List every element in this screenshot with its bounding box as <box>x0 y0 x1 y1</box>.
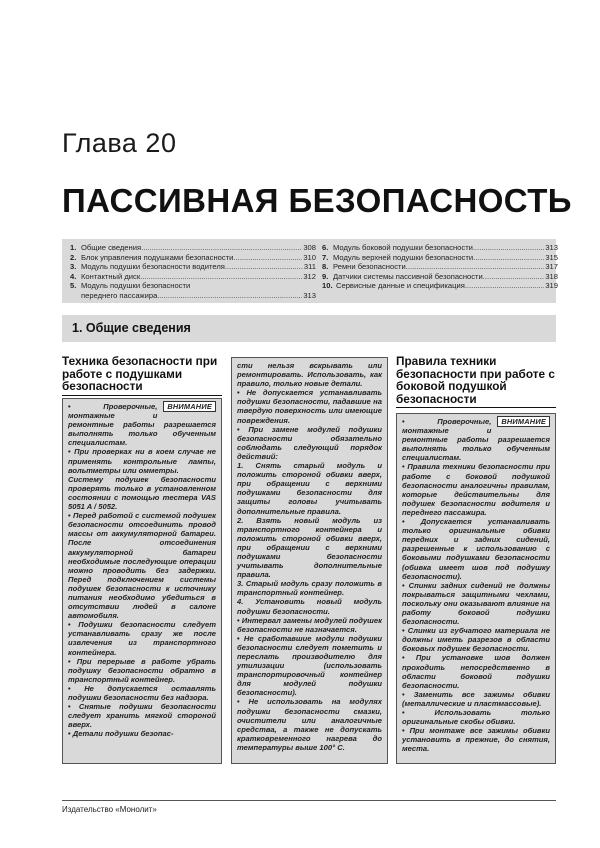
warning-paragraph: • Не использовать на модулях подушки безопасности смазки, очистители или аналогичные средства, а также не допускать кратковременного нагрева до температуры выше 100° С. <box>237 697 382 752</box>
publisher-name: Издательство «Монолит» <box>62 805 157 814</box>
warning-paragraph: • Интервал замены модулей подушек безопасности не назначается. <box>237 616 382 634</box>
toc-title: Модуль подушки безопасности водителя <box>81 262 225 272</box>
toc-number: 10. <box>322 281 333 291</box>
column-right <box>396 355 556 408</box>
warning-paragraph: • Допускается устанавливать только оригинальные обивки передних и задних сидений, разрешенные к использованию с боковыми подушками безопасности (обивка имеет шов под подушку безопасности). <box>402 517 550 581</box>
warning-paragraph: 4. Установить новый модуль подушки безопасности. <box>237 597 382 616</box>
table-of-contents <box>62 239 556 303</box>
toc-entry[interactable] <box>70 281 316 291</box>
toc-number: 2. <box>70 252 77 262</box>
toc-entry[interactable] <box>70 262 316 272</box>
warning-paragraph: сти нельзя вскрывать или ремонтировать. Использовать, как правило, только новые детали. <box>237 361 382 389</box>
toc-page: 318 <box>545 271 558 281</box>
warning-paragraph: • Использовать только оригинальные скобы обивки. <box>402 708 550 726</box>
toc-right-column <box>322 243 558 303</box>
toc-entry[interactable] <box>70 272 316 282</box>
warning-paragraph: • При замене модулей подушки безопасности обязательно соблюдать следующий порядок действий: <box>237 425 382 461</box>
warning-paragraph: • Спинки задних сидений не должны покрываться защитными чехлами, поскольку они оказывают влияние на работу боковой подушки безопасности. <box>402 581 550 626</box>
warning-paragraph: • Детали подушки безопас- <box>68 729 216 738</box>
toc-title: Датчики системы пассивной безопасности <box>333 271 483 281</box>
toc-number: 7. <box>322 252 329 262</box>
toc-number: 9. <box>322 271 329 281</box>
warning-badge: ВНИМАНИЕ <box>497 416 550 427</box>
section-title: 1. Общие сведения <box>72 321 191 335</box>
warning-paragraph: 3. Старый модуль сразу положить в транспортный контейнер. <box>237 579 382 598</box>
warning-paragraph: • Заменить все зажимы обивки (металлические и пластмассовые). <box>402 690 550 708</box>
toc-entry[interactable] <box>70 243 316 253</box>
toc-number: 3. <box>70 262 77 272</box>
warning-paragraph: • Слинки из губчатого материала не должны иметь разрезов в области боковых подушек безопасности. <box>402 626 550 653</box>
toc-title: Ремни безопасности <box>333 262 406 272</box>
toc-page: 312 <box>303 271 316 281</box>
toc-title: Блок управления подушками безопасности <box>81 252 234 262</box>
toc-page: 310 <box>303 252 316 262</box>
toc-title: Модуль подушки безопасности <box>81 281 191 291</box>
warning-paragraph: Систему подушек безопасности проверять только в установленном состоянии с помощью тестера VAS 5051 A / 5052. <box>68 474 216 512</box>
toc-title: Сервисные данные и спецификация <box>336 281 465 291</box>
warning-box-right <box>396 413 556 764</box>
warning-paragraph: 2. Взять новый модуль из транспортного контейнера и положить стороной обивки вверх, при обращении с верхними подушками безопасности учитывать дополнительные правила. <box>237 515 382 580</box>
warning-paragraph: • Подушки безопасности следует устанавливать сразу же после извлечения из транспортного контейнера. <box>68 620 216 656</box>
toc-number: 5. <box>70 281 77 291</box>
chapter-title: ПАССИВНАЯ БЕЗОПАСНОСТЬ <box>62 182 572 219</box>
column-left <box>62 355 222 396</box>
toc-number: 8. <box>322 262 329 272</box>
warning-paragraph: • При проверках ни в коем случае не применять контрольные лампы, вольтметры или омметры. <box>68 447 216 474</box>
toc-page: 313 <box>303 290 316 300</box>
toc-number: 1. <box>70 243 77 252</box>
toc-entry[interactable] <box>322 262 558 272</box>
warning-paragraph: • Правила техники безопасности при работе с боковой подушкой безопасности аналогичны правилам, которые действительны для подушек безопасности водителя и переднего пассажира. <box>402 462 550 517</box>
warning-paragraph: • Перед работой с системой подушек безопасности отсоединить провод массы от аккумуляторной батареи. После отсоединения аккумуляторной батареи необходимые последующие операции можно проводить без задержки. Перед подключением системы подушек безопасности к источнику питания необходимо убедиться в отсутствии людей в салоне автомобиля. <box>68 511 216 620</box>
toc-entry[interactable] <box>322 243 558 253</box>
toc-left-column <box>70 243 316 303</box>
toc-title: переднего пассажира <box>81 290 158 300</box>
warning-paragraph: • Не сработавшие модули подушки безопасности следует пометить и переслать производителю для утилизации (использовать транспортировочный контейнер для модулей подушки безопасности). <box>237 634 382 698</box>
warning-paragraph: • Не допускается оставлять подушки безопасности без надзора. <box>68 684 216 702</box>
toc-title: Модуль боковой подушки безопасности <box>333 243 473 252</box>
section-header <box>62 315 556 342</box>
toc-page: 317 <box>545 262 558 272</box>
warning-box-middle <box>231 357 388 764</box>
toc-title: Общие сведения <box>81 243 142 252</box>
toc-number: 4. <box>70 271 77 281</box>
toc-title: Модуль верхней подушки безопасности <box>333 252 474 262</box>
warning-paragraph: • При установке шов должен проходить непосредственно в области боковой подушки безопасности. <box>402 653 550 689</box>
warning-paragraph: 1. Снять старый модуль и положить стороной обивки вверх, при обращении с верхними подушками безопасности для защиты головы учитывать дополнительные правила. <box>237 461 382 516</box>
safety-heading: Техника безопасности при работе с подушками безопасности <box>62 355 222 396</box>
toc-title: Контактный диск <box>81 271 141 281</box>
footer-divider <box>62 800 556 801</box>
side-airbag-heading: Правила техники безопасности при работе с боковой подушкой безопасности <box>396 355 556 408</box>
chapter-label: Глава 20 <box>62 128 177 158</box>
warning-badge: ВНИМАНИЕ <box>163 401 216 412</box>
toc-entry[interactable] <box>322 272 558 282</box>
warning-paragraph: • При перерыве в работе убрать подушку безопасности обратно в транспортный контейнер. <box>68 657 216 684</box>
toc-entry-continuation[interactable] <box>70 291 316 301</box>
toc-page: 315 <box>545 252 558 262</box>
warning-paragraph: • Проверочные, монтажные и ремонтные работы разрешается выполнять только обученным специалистам. <box>402 417 550 462</box>
warning-paragraph: • Не допускается устанавливать подушки безопасности, падавшие на твердую поверхность или имеющие повреждения. <box>237 388 382 424</box>
toc-entry[interactable] <box>322 281 558 291</box>
toc-page: 311 <box>303 262 316 272</box>
warning-box-left <box>62 398 222 764</box>
toc-entry[interactable] <box>322 253 558 263</box>
toc-entry[interactable] <box>70 253 316 263</box>
toc-page: 319 <box>545 281 558 291</box>
warning-paragraph: • Проверочные, монтажные и ремонтные работы разрешается выполнять только обученным специалистам. <box>68 402 216 447</box>
warning-paragraph: • Снятые подушки безопасности следует хранить мягкой стороной вверх. <box>68 702 216 729</box>
toc-page: 308 <box>303 243 316 252</box>
warning-paragraph: • При монтаже все зажимы обивки установить в прежние, до снятия, места. <box>402 726 550 753</box>
toc-page: 313 <box>545 243 558 252</box>
toc-number: 6. <box>322 243 329 252</box>
